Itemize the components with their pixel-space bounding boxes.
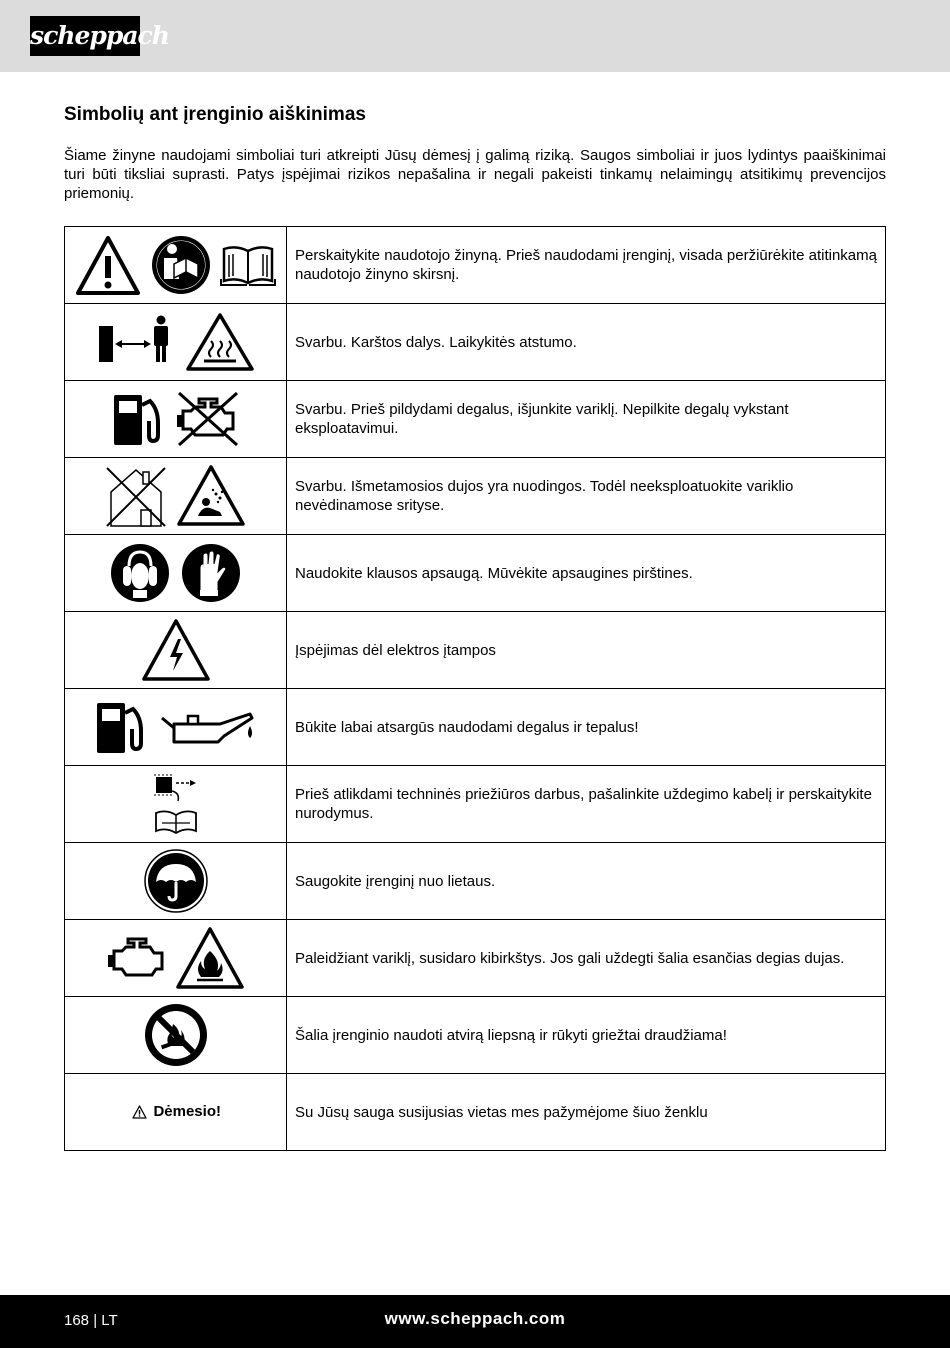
- symbol-cell: [65, 612, 287, 689]
- fuel-pump-icon: [93, 697, 149, 757]
- no-open-flame-icon: [143, 1002, 209, 1068]
- table-row: [65, 1074, 886, 1151]
- open-book-icon: [220, 243, 276, 287]
- keep-distance-icon: [95, 314, 175, 370]
- symbol-description: Įspėjimas dėl elektros įtampos: [287, 612, 886, 689]
- symbols-table: [64, 226, 886, 1151]
- page-number: 168 | LT: [64, 1312, 118, 1329]
- symbol-description: Šalia įrenginio naudoti atvirą liepsną ir rūkyti griežtai draudžiama!: [287, 997, 886, 1074]
- fuel-pump-icon: [110, 389, 166, 449]
- symbol-cell: [65, 997, 287, 1074]
- symbol-description: Būkite labai atsargūs naudodami degalus ir tepalus!: [287, 689, 886, 766]
- flammable-icon: [175, 925, 245, 991]
- toxic-fumes-icon: [176, 464, 246, 528]
- symbol-description: Naudokite klausos apsaugą. Mūvėkite apsaugines pirštines.: [287, 535, 886, 612]
- symbol-description: Paleidžiant variklį, susidaro kibirkštys. Jos gali uždegti šalia esančias degias dujas.: [287, 920, 886, 997]
- page-header: [0, 0, 950, 72]
- table-row: [65, 227, 886, 304]
- symbol-description: Saugokite įrenginį nuo lietaus.: [287, 843, 886, 920]
- gloves-icon: [180, 542, 242, 604]
- symbol-description: Svarbu. Karštos dalys. Laikykitės atstumo.: [287, 304, 886, 381]
- symbol-cell: [65, 535, 287, 612]
- symbol-cell: [65, 766, 287, 843]
- table-row: [65, 381, 886, 458]
- symbol-description: Svarbu. Prieš pildydami degalus, išjunkite variklį. Nepilkite degalų vykstant eksploatavimui.: [287, 381, 886, 458]
- table-row: [65, 997, 886, 1074]
- symbol-cell: [65, 689, 287, 766]
- symbol-description: Perskaitykite naudotojo žinyną. Prieš naudodami įrenginį, visada peržiūrėkite atitinkamą naudotojo žinyno skirsnį.: [287, 227, 886, 304]
- symbol-cell: [65, 1074, 287, 1151]
- table-row: [65, 612, 886, 689]
- ear-protection-icon: [109, 542, 171, 604]
- page-footer: [0, 1295, 950, 1348]
- page-title: Simbolių ant įrenginio aiškinimas: [64, 104, 366, 125]
- symbol-description: Prieš atlikdami techninės priežiūros darbus, pašalinkite uždegimo kabelį ir perskaitykite nurodymus.: [287, 766, 886, 843]
- table-row: [65, 843, 886, 920]
- symbol-cell: [65, 920, 287, 997]
- table-row: [65, 535, 886, 612]
- no-indoor-use-icon: [105, 464, 167, 528]
- engine-off-icon: [175, 389, 241, 449]
- umbrella-icon: [143, 848, 209, 914]
- scheppach-logo: scheppach: [30, 16, 140, 56]
- demesio-label: Dėmesio!: [153, 1103, 221, 1120]
- website-link[interactable]: www.scheppach.com: [384, 1309, 566, 1328]
- warning-small-icon: [132, 1105, 147, 1119]
- symbol-cell: [65, 381, 287, 458]
- table-row: [65, 689, 886, 766]
- symbol-cell: [65, 843, 287, 920]
- symbol-description: Svarbu. Išmetamosios dujos yra nuodingos. Todėl neeksploatuokite variklio nevėdinamose srityse.: [287, 458, 886, 535]
- electric-voltage-icon: [140, 617, 212, 683]
- oil-can-icon: [158, 702, 258, 752]
- table-row: [65, 304, 886, 381]
- read-manual-icon: [150, 234, 212, 296]
- symbol-description: Su Jūsų sauga susijusias vietas mes pažymėjome šiuo ženklu: [287, 1074, 886, 1151]
- table-row: [65, 766, 886, 843]
- engine-icon: [106, 933, 166, 983]
- symbol-cell: [65, 458, 287, 535]
- hot-surface-icon: [184, 311, 256, 373]
- spark-plug-manual-icon: [152, 773, 200, 835]
- symbol-cell: [65, 227, 287, 304]
- table-row: [65, 458, 886, 535]
- intro-paragraph: Šiame žinyne naudojami simboliai turi atkreipti Jūsų dėmesį į galimą riziką. Saugos simboliai ir juos lydintys paaiškinimai turi būti tiksliai suprasti. Patys įspėjimai rizikos nepašalina ir negali pakeisti tinkamų nelaimingų atsitikimų prevencijos priemonių.: [64, 147, 886, 202]
- table-row: [65, 920, 886, 997]
- warning-icon: [75, 234, 141, 296]
- symbol-cell: [65, 304, 287, 381]
